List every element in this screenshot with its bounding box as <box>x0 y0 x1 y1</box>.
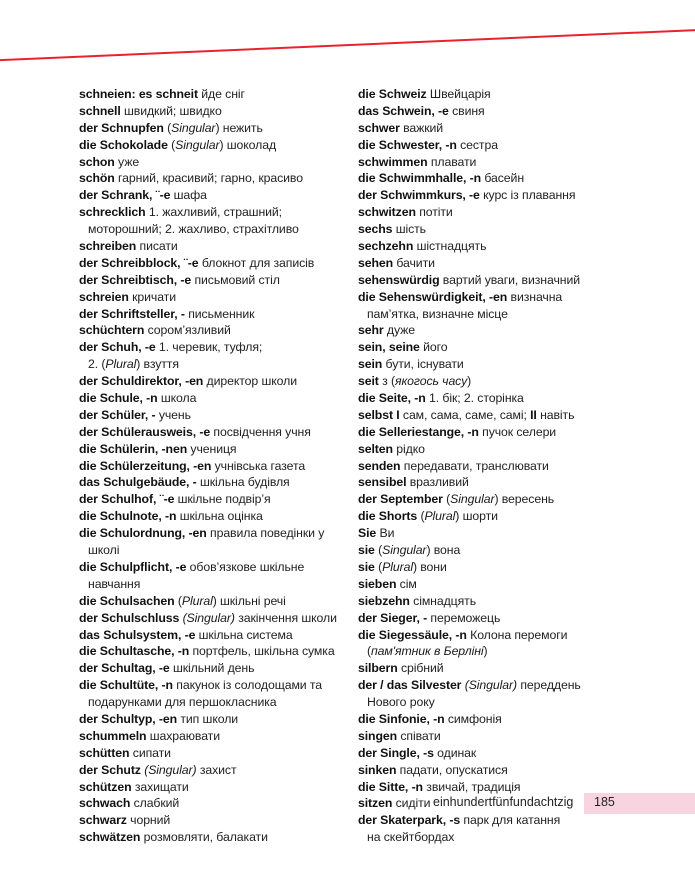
headword: schützen <box>79 779 132 794</box>
dictionary-entry <box>79 474 354 491</box>
headword: schüchtern <box>79 323 145 338</box>
headword: sehr <box>358 323 384 338</box>
translation: обов’язкове шкільне <box>186 559 305 574</box>
headword: der Schwimmkurs, -e <box>358 188 480 203</box>
headword: schreien <box>79 289 129 304</box>
translation: вразливий <box>406 475 469 490</box>
headword: der Sieger, - <box>358 610 428 625</box>
translation: швидкий; швидко <box>120 103 222 118</box>
translation: шістнадцять <box>413 239 487 254</box>
dictionary-entry <box>358 593 633 610</box>
headword: der Schuh, -e <box>79 340 156 355</box>
headword: die Schülerzeitung, -en <box>79 458 212 473</box>
dictionary-entry <box>79 559 354 576</box>
entry-continuation <box>79 576 354 593</box>
translation: ( <box>174 593 182 608</box>
headword: Sie <box>358 526 377 541</box>
headword: sein, seine <box>358 340 420 355</box>
dictionary-entry <box>358 660 633 677</box>
translation: потіти <box>415 205 453 220</box>
headword: der Schutz <box>79 762 141 777</box>
dictionary-entry <box>79 677 354 694</box>
page-number: 185 <box>594 795 615 809</box>
headword: sensibel <box>358 475 407 490</box>
headword: der Schultag, -e <box>79 661 170 676</box>
translation: чорний <box>126 813 171 828</box>
dictionary-entry <box>79 643 354 660</box>
translation: Колона перемоги <box>466 627 568 642</box>
dictionary-entry <box>358 356 633 373</box>
headword: sie <box>358 543 375 558</box>
dictionary-entry <box>358 221 633 238</box>
translation: співати <box>397 728 441 743</box>
translation: ( <box>417 509 425 524</box>
headword: schwach <box>79 796 131 811</box>
entry-continuation <box>79 356 354 373</box>
translation: пучок селери <box>478 424 557 439</box>
translation: сестра <box>456 137 498 152</box>
translation: плавати <box>427 154 477 169</box>
headword: die Schule, -n <box>79 391 158 406</box>
dictionary-entry <box>79 779 354 796</box>
headword: der September <box>358 492 443 507</box>
headword: schwitzen <box>358 205 416 220</box>
translation: учениця <box>187 441 237 456</box>
translation: учень <box>155 407 191 422</box>
translation: портфель, шкільна сумка <box>189 644 335 659</box>
dictionary-entry <box>79 441 354 458</box>
grammar-note: Plural <box>105 357 137 372</box>
translation: рідко <box>392 441 425 456</box>
dictionary-entry <box>358 322 633 339</box>
translation: школа <box>157 391 197 406</box>
translation: Нового року <box>367 695 435 710</box>
translation: розмовляти, балакати <box>140 830 268 845</box>
dictionary-entry <box>358 424 633 441</box>
dictionary-entry <box>79 728 354 745</box>
translation: 1. черевик, туфля; <box>155 340 263 355</box>
dictionary-entry <box>79 627 354 644</box>
headword: der Schreibtisch, -e <box>79 272 192 287</box>
translation: йде сніг <box>197 87 245 101</box>
translation: слабкий <box>130 796 180 811</box>
grammar-note: (Singular) <box>182 610 235 625</box>
dictionary-entry <box>79 154 354 171</box>
dictionary-entry <box>79 745 354 762</box>
translation: визначна <box>507 289 563 304</box>
headword: sieben <box>358 576 397 591</box>
dictionary-entry <box>358 272 633 289</box>
dictionary-entry <box>358 762 633 779</box>
translation: блокнот для записів <box>198 255 315 270</box>
translation: захищати <box>131 779 189 794</box>
headword: die Schülerin, -nen <box>79 441 188 456</box>
headword: die Siegessäule, -n <box>358 627 467 642</box>
dictionary-entry <box>79 508 354 525</box>
dictionary-entry <box>79 390 354 407</box>
translation: школі <box>88 543 120 558</box>
headword: schwimmen <box>358 154 428 169</box>
translation: учнівська газета <box>211 458 306 473</box>
dictionary-entry <box>79 593 354 610</box>
dictionary-entry <box>79 373 354 390</box>
headword: die Schwimmhalle, -n <box>358 171 482 186</box>
translation: письмовий стіл <box>191 272 280 287</box>
translation: закінчення школи <box>234 610 337 625</box>
dictionary-entry <box>79 255 354 272</box>
translation: ) нежить <box>215 120 263 135</box>
headword: der Schreibblock, ¨-e <box>79 255 199 270</box>
headword: der Schulhof, ¨-e <box>79 492 175 507</box>
dictionary-entry <box>358 170 633 187</box>
dictionary-entry <box>79 762 354 779</box>
dictionary-entry <box>79 322 354 339</box>
dictionary-entry <box>79 170 354 187</box>
grammar-note: (Singular) <box>144 762 197 777</box>
dictionary-entry <box>358 238 633 255</box>
headword: sehen <box>358 255 394 270</box>
dictionary-column-right <box>358 86 633 846</box>
dictionary-entry <box>79 525 354 542</box>
dictionary-entry <box>358 339 633 356</box>
translation: шість <box>392 222 426 237</box>
translation: письменник <box>184 306 255 321</box>
headword: die Sinfonie, -n <box>358 711 445 726</box>
translation: бути, існувати <box>382 357 464 372</box>
dictionary-entry <box>79 829 354 846</box>
headword: der Schüler, - <box>79 407 156 422</box>
translation: дуже <box>383 323 416 338</box>
headword: der Schnupfen <box>79 120 164 135</box>
headword: die Shorts <box>358 509 418 524</box>
translation: захист <box>196 762 237 777</box>
translation: переддень <box>517 678 581 693</box>
grammar-note: Singular <box>171 120 216 135</box>
dictionary-entry <box>358 525 633 542</box>
grammar-note: пам'ятник в Берліні <box>371 644 484 659</box>
headword: der Schuldirektor, -en <box>79 374 204 389</box>
dictionary-entry <box>358 627 633 644</box>
headword: siebzehn <box>358 593 410 608</box>
headword: das Schwein, -e <box>358 103 449 118</box>
translation: ) <box>467 374 472 389</box>
translation: падати, опускатися <box>396 762 508 777</box>
headword: schneien: es schneit <box>79 87 198 101</box>
dictionary-entry <box>358 728 633 745</box>
translation: 2. ( <box>88 357 106 372</box>
headword: das Schulsystem, -e <box>79 627 196 642</box>
headword: II <box>530 407 537 422</box>
translation: моторошний; 2. жахливо, страхітливо <box>88 222 299 237</box>
entry-continuation <box>79 542 354 559</box>
translation: переможець <box>427 610 501 625</box>
translation: кричати <box>128 289 176 304</box>
headword: die Schulpflicht, -e <box>79 559 187 574</box>
dictionary-entry <box>358 711 633 728</box>
headword: der Schultyp, -en <box>79 711 178 726</box>
headword: die Schokolade <box>79 137 168 152</box>
entry-continuation <box>79 694 354 711</box>
dictionary-entry <box>79 204 354 221</box>
dictionary-entry <box>79 137 354 154</box>
headword: die Schultüte, -n <box>79 678 173 693</box>
headword: senden <box>358 458 401 473</box>
dictionary-entry <box>358 559 633 576</box>
translation: вартий уваги, визначний <box>439 272 580 287</box>
dictionary-entry <box>79 238 354 255</box>
headword: schütten <box>79 745 130 760</box>
translation: ( <box>374 543 383 558</box>
translation: ( <box>442 492 451 507</box>
translation: ( <box>167 137 176 152</box>
translation: шахраювати <box>146 728 220 743</box>
dictionary-entry <box>358 441 633 458</box>
translation: сидіти <box>392 796 431 811</box>
translation: передавати, транслювати <box>400 458 549 473</box>
translation: правила поведінки у <box>206 526 325 541</box>
dictionary-entry <box>79 491 354 508</box>
translation: ( <box>163 120 172 135</box>
dictionary-entry <box>79 289 354 306</box>
translation: ( <box>367 644 371 659</box>
page-number-box <box>584 793 695 814</box>
headword: silbern <box>358 661 398 676</box>
translation: його <box>419 340 448 355</box>
headword: der Single, -s <box>358 745 434 760</box>
dictionary-column-left <box>79 86 354 846</box>
translation: шкільна система <box>195 627 293 642</box>
translation: ( <box>374 559 383 574</box>
headword: die Schulordnung, -en <box>79 526 207 541</box>
grammar-note: Plural <box>181 593 213 608</box>
translation: важкий <box>399 120 444 135</box>
translation: сором’язливий <box>144 323 231 338</box>
translation: срібний <box>397 661 444 676</box>
translation: сам, сама, саме, самі; <box>399 407 531 422</box>
headword: der / das Silvester <box>358 678 462 693</box>
translation: сімнадцять <box>409 593 477 608</box>
translation: директор школи <box>203 374 297 389</box>
headword: der Skaterpark, -s <box>358 813 461 828</box>
dictionary-entry <box>358 812 633 829</box>
grammar-note: Singular <box>450 492 495 507</box>
dictionary-entry <box>358 255 633 272</box>
translation: посвідчення учня <box>210 424 311 439</box>
dictionary-entry <box>79 86 354 103</box>
dictionary-entry <box>358 204 633 221</box>
entry-continuation <box>358 694 633 711</box>
translation: курс із плавання <box>479 188 576 203</box>
dictionary-entry <box>358 390 633 407</box>
dictionary-entry <box>358 407 633 424</box>
translation: симфонія <box>444 711 502 726</box>
translation: шкільна будівля <box>196 475 290 490</box>
grammar-note: Singular <box>382 543 427 558</box>
headword: singen <box>358 728 398 743</box>
translation: басейн <box>481 171 525 186</box>
translation: 1. жахливий, страшний; <box>145 205 282 220</box>
headword: seit <box>358 374 379 389</box>
translation: звичай, традиція <box>422 779 521 794</box>
dictionary-entry <box>358 508 633 525</box>
headword: die Seite, -n <box>358 391 426 406</box>
headword: sehenswürdig <box>358 272 440 287</box>
translation: парк для катання <box>460 813 561 828</box>
translation: бачити <box>393 255 435 270</box>
headword: schummeln <box>79 728 147 743</box>
headword: der Schriftsteller, - <box>79 306 185 321</box>
dictionary-entry <box>79 272 354 289</box>
entry-continuation <box>358 829 633 846</box>
grammar-note: (Singular) <box>464 678 518 693</box>
translation: Ви <box>376 526 395 541</box>
translation: гарний, красивий; гарно, красиво <box>114 171 303 186</box>
dictionary-entry <box>79 812 354 829</box>
translation: ) <box>483 644 488 659</box>
dictionary-entry <box>358 154 633 171</box>
translation: ) шкільні речі <box>212 593 286 608</box>
dictionary-entry <box>79 339 354 356</box>
entry-continuation <box>358 643 633 660</box>
page-number-word: einhundertfünfundachtzig <box>433 795 574 809</box>
translation: ) взуття <box>136 357 179 372</box>
entry-continuation <box>79 221 354 238</box>
headword: das Schulgebäude, - <box>79 475 197 490</box>
dictionary-entry <box>79 306 354 323</box>
translation: пакунок із солодощами та <box>172 678 323 693</box>
dictionary-entry <box>79 424 354 441</box>
headword: die Schulsachen <box>79 593 175 608</box>
dictionary-entry <box>358 289 633 306</box>
headword: sie <box>358 559 375 574</box>
dictionary-entry <box>358 474 633 491</box>
headword: sechzehn <box>358 239 414 254</box>
translation: ) шоколад <box>219 137 277 152</box>
dictionary-entry <box>79 120 354 137</box>
headword: sechs <box>358 222 393 237</box>
dictionary-entry <box>358 610 633 627</box>
headword: schön <box>79 171 115 186</box>
dictionary-entry <box>358 187 633 204</box>
translation: писати <box>136 239 178 254</box>
grammar-note: Singular <box>175 137 220 152</box>
translation: уже <box>114 154 140 169</box>
dictionary-entry <box>358 86 633 103</box>
dictionary-entry <box>358 677 633 694</box>
headword: die Schwester, -n <box>358 137 457 152</box>
translation: тип школи <box>177 711 239 726</box>
headword: der Schülerausweis, -e <box>79 424 211 439</box>
translation: сипати <box>129 745 171 760</box>
translation: з ( <box>378 374 395 389</box>
dictionary-entry <box>358 137 633 154</box>
dictionary-entry <box>358 491 633 508</box>
headword: die Schweiz <box>358 87 427 101</box>
translation: ) вона <box>426 543 461 558</box>
translation: навіть <box>536 407 575 422</box>
grammar-note: якогось часу <box>394 374 468 389</box>
dictionary-entry <box>79 458 354 475</box>
headword: die Schultasche, -n <box>79 644 190 659</box>
headword: sitzen <box>358 796 393 811</box>
grammar-note: Plural <box>382 559 413 574</box>
translation: навчання <box>88 576 141 591</box>
headword: die Sehenswürdigkeit, -en <box>358 289 508 304</box>
translation: подарунками для першокласника <box>88 695 277 710</box>
dictionary-entry <box>79 711 354 728</box>
translation: сім <box>396 576 417 591</box>
headword: selbst I <box>358 407 400 422</box>
translation: ) вони <box>412 559 447 574</box>
dictionary-entry <box>358 458 633 475</box>
translation: шкільний день <box>169 661 255 676</box>
headword: schwarz <box>79 813 127 828</box>
dictionary-entry <box>79 187 354 204</box>
translation: шкільна оцінка <box>176 509 263 524</box>
header-red-rule <box>0 29 695 62</box>
translation: пам’ятка, визначне місце <box>367 306 508 321</box>
translation: 1. бік; 2. сторінка <box>425 391 524 406</box>
dictionary-entry <box>358 542 633 559</box>
entry-continuation <box>358 306 633 323</box>
translation: на скейтбордах <box>367 830 455 845</box>
headword: der Schrank, ¨-e <box>79 188 171 203</box>
headword: schon <box>79 154 115 169</box>
dictionary-entry <box>358 576 633 593</box>
translation: шафа <box>170 188 207 203</box>
dictionary-entry <box>358 745 633 762</box>
translation: ) вересень <box>494 492 555 507</box>
dictionary-entry <box>358 120 633 137</box>
dictionary-entry <box>358 373 633 390</box>
headword: sein <box>358 357 383 372</box>
dictionary-entry <box>79 610 354 627</box>
translation: одинак <box>433 745 477 760</box>
headword: schrecklich <box>79 205 146 220</box>
dictionary-entry <box>79 407 354 424</box>
translation: ) шорти <box>455 509 498 524</box>
headword: schreiben <box>79 239 137 254</box>
translation: свиня <box>448 103 485 118</box>
translation: шкільне подвір’я <box>174 492 271 507</box>
grammar-note: Plural <box>424 509 456 524</box>
dictionary-entry <box>79 660 354 677</box>
dictionary-entry <box>79 795 354 812</box>
headword: schnell <box>79 103 121 118</box>
headword: sinken <box>358 762 397 777</box>
headword: der Schulschluss <box>79 610 180 625</box>
translation: Швейцарія <box>426 87 491 101</box>
headword: die Schulnote, -n <box>79 509 177 524</box>
headword: selten <box>358 441 393 456</box>
headword: schwer <box>358 120 400 135</box>
dictionary-entry <box>79 103 354 120</box>
headword: die Selleriestange, -n <box>358 424 479 439</box>
dictionary-entry <box>358 103 633 120</box>
headword: schwätzen <box>79 830 141 845</box>
headword: die Sitte, -n <box>358 779 423 794</box>
